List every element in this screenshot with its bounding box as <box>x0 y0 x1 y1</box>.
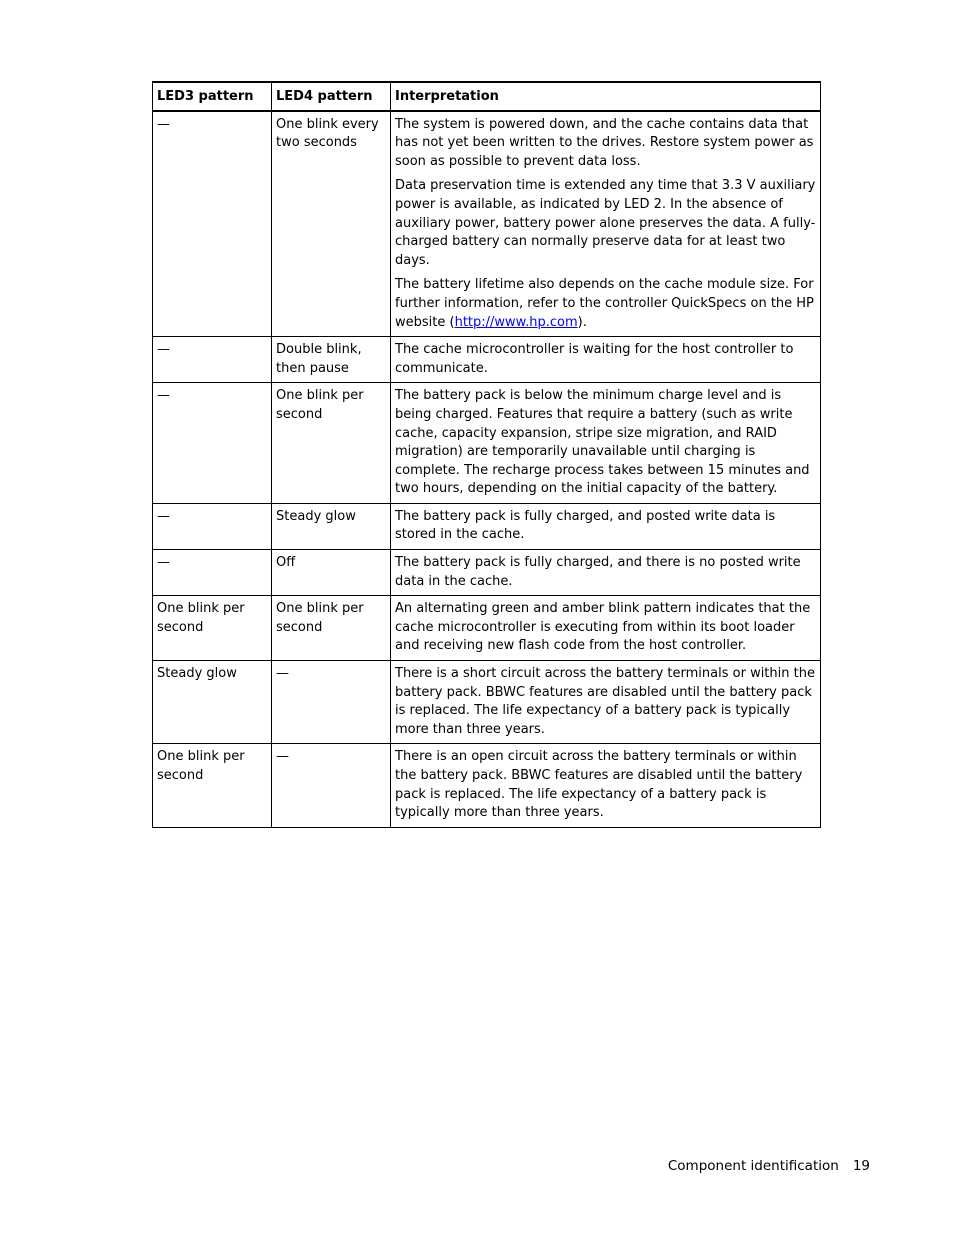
interpretation-cell: The cache microcontroller is waiting for the host controller to communicate. <box>391 337 821 383</box>
interpretation-cell: There is a short circuit across the battery terminals or within the battery pack. BBWC features are disabled until the battery pack is replaced. The life expectancy of a battery pack is typically more than three years. <box>391 661 821 744</box>
interpretation-cell <box>391 111 821 337</box>
interpretation-cell: An alternating green and amber blink pattern indicates that the cache microcontroller is executing from within its boot loader and receiving new flash code from the host controller. <box>391 596 821 661</box>
interpretation-paragraph <box>395 276 816 332</box>
led4-cell: Steady glow <box>272 503 391 549</box>
led4-cell: Double blink, then pause <box>272 337 391 383</box>
interpretation-text: The battery lifetime also depends on the cache module size. For further information, refer to the controller QuickSpecs on the HP website ( <box>395 277 814 330</box>
header-led3-pattern: LED3 pattern <box>153 82 272 111</box>
led3-cell: — <box>153 550 272 596</box>
table-row <box>153 503 821 549</box>
interpretation-cell: The battery pack is fully charged, and posted write data is stored in the cache. <box>391 503 821 549</box>
interpretation-paragraph: The system is powered down, and the cache contains data that has not yet been written to the drives. Restore system power as soon as possible to prevent data loss. <box>395 116 814 169</box>
led3-cell: Steady glow <box>153 661 272 744</box>
table-row <box>153 337 821 383</box>
led-pattern-table <box>152 81 821 828</box>
led4-cell: — <box>272 661 391 744</box>
led3-cell: — <box>153 111 272 337</box>
led4-cell: — <box>272 744 391 827</box>
table-row <box>153 661 821 744</box>
table-header-row <box>153 82 821 111</box>
led4-cell: Off <box>272 550 391 596</box>
page-footer <box>668 1158 870 1174</box>
led4-cell: One blink per second <box>272 383 391 504</box>
interpretation-text: ). <box>577 314 587 330</box>
led3-cell: — <box>153 503 272 549</box>
table-row <box>153 550 821 596</box>
table-row <box>153 744 821 827</box>
interpretation-cell: There is an open circuit across the battery terminals or within the battery pack. BBWC features are disabled until the battery pack is replaced. The life expectancy of a battery pack is typically more than three years. <box>391 744 821 827</box>
interpretation-cell: The battery pack is below the minimum charge level and is being charged. Features that require a battery (such as write cache, capacity expansion, stripe size migration, and RAID migration) are temporarily unavailable until charging is complete. The recharge process takes between 15 minutes and two hours, depending on the initial capacity of the battery. <box>391 383 821 504</box>
led3-cell: One blink per second <box>153 744 272 827</box>
led4-cell: One blink per second <box>272 596 391 661</box>
table-row <box>153 383 821 504</box>
led3-cell: One blink per second <box>153 596 272 661</box>
interpretation-cell: The battery pack is fully charged, and there is no posted write data in the cache. <box>391 550 821 596</box>
led3-cell: — <box>153 383 272 504</box>
hp-website-link[interactable]: http://www.hp.com <box>454 314 578 330</box>
page-number: 19 <box>852 1158 870 1174</box>
interpretation-paragraph: Data preservation time is extended any time that 3.3 V auxiliary power is available, as indicated by LED 2. In the absence of auxiliary power, battery power alone preserves the data. A fully-charged battery can normally preserve data for at least two days. <box>395 178 816 268</box>
header-led4-pattern: LED4 pattern <box>272 82 391 111</box>
table-row <box>153 111 821 337</box>
footer-section-title: Component identification <box>667 1158 839 1174</box>
header-interpretation: Interpretation <box>391 82 821 111</box>
led4-cell: One blink every two seconds <box>272 111 391 337</box>
table-row <box>153 596 821 661</box>
led3-cell: — <box>153 337 272 383</box>
